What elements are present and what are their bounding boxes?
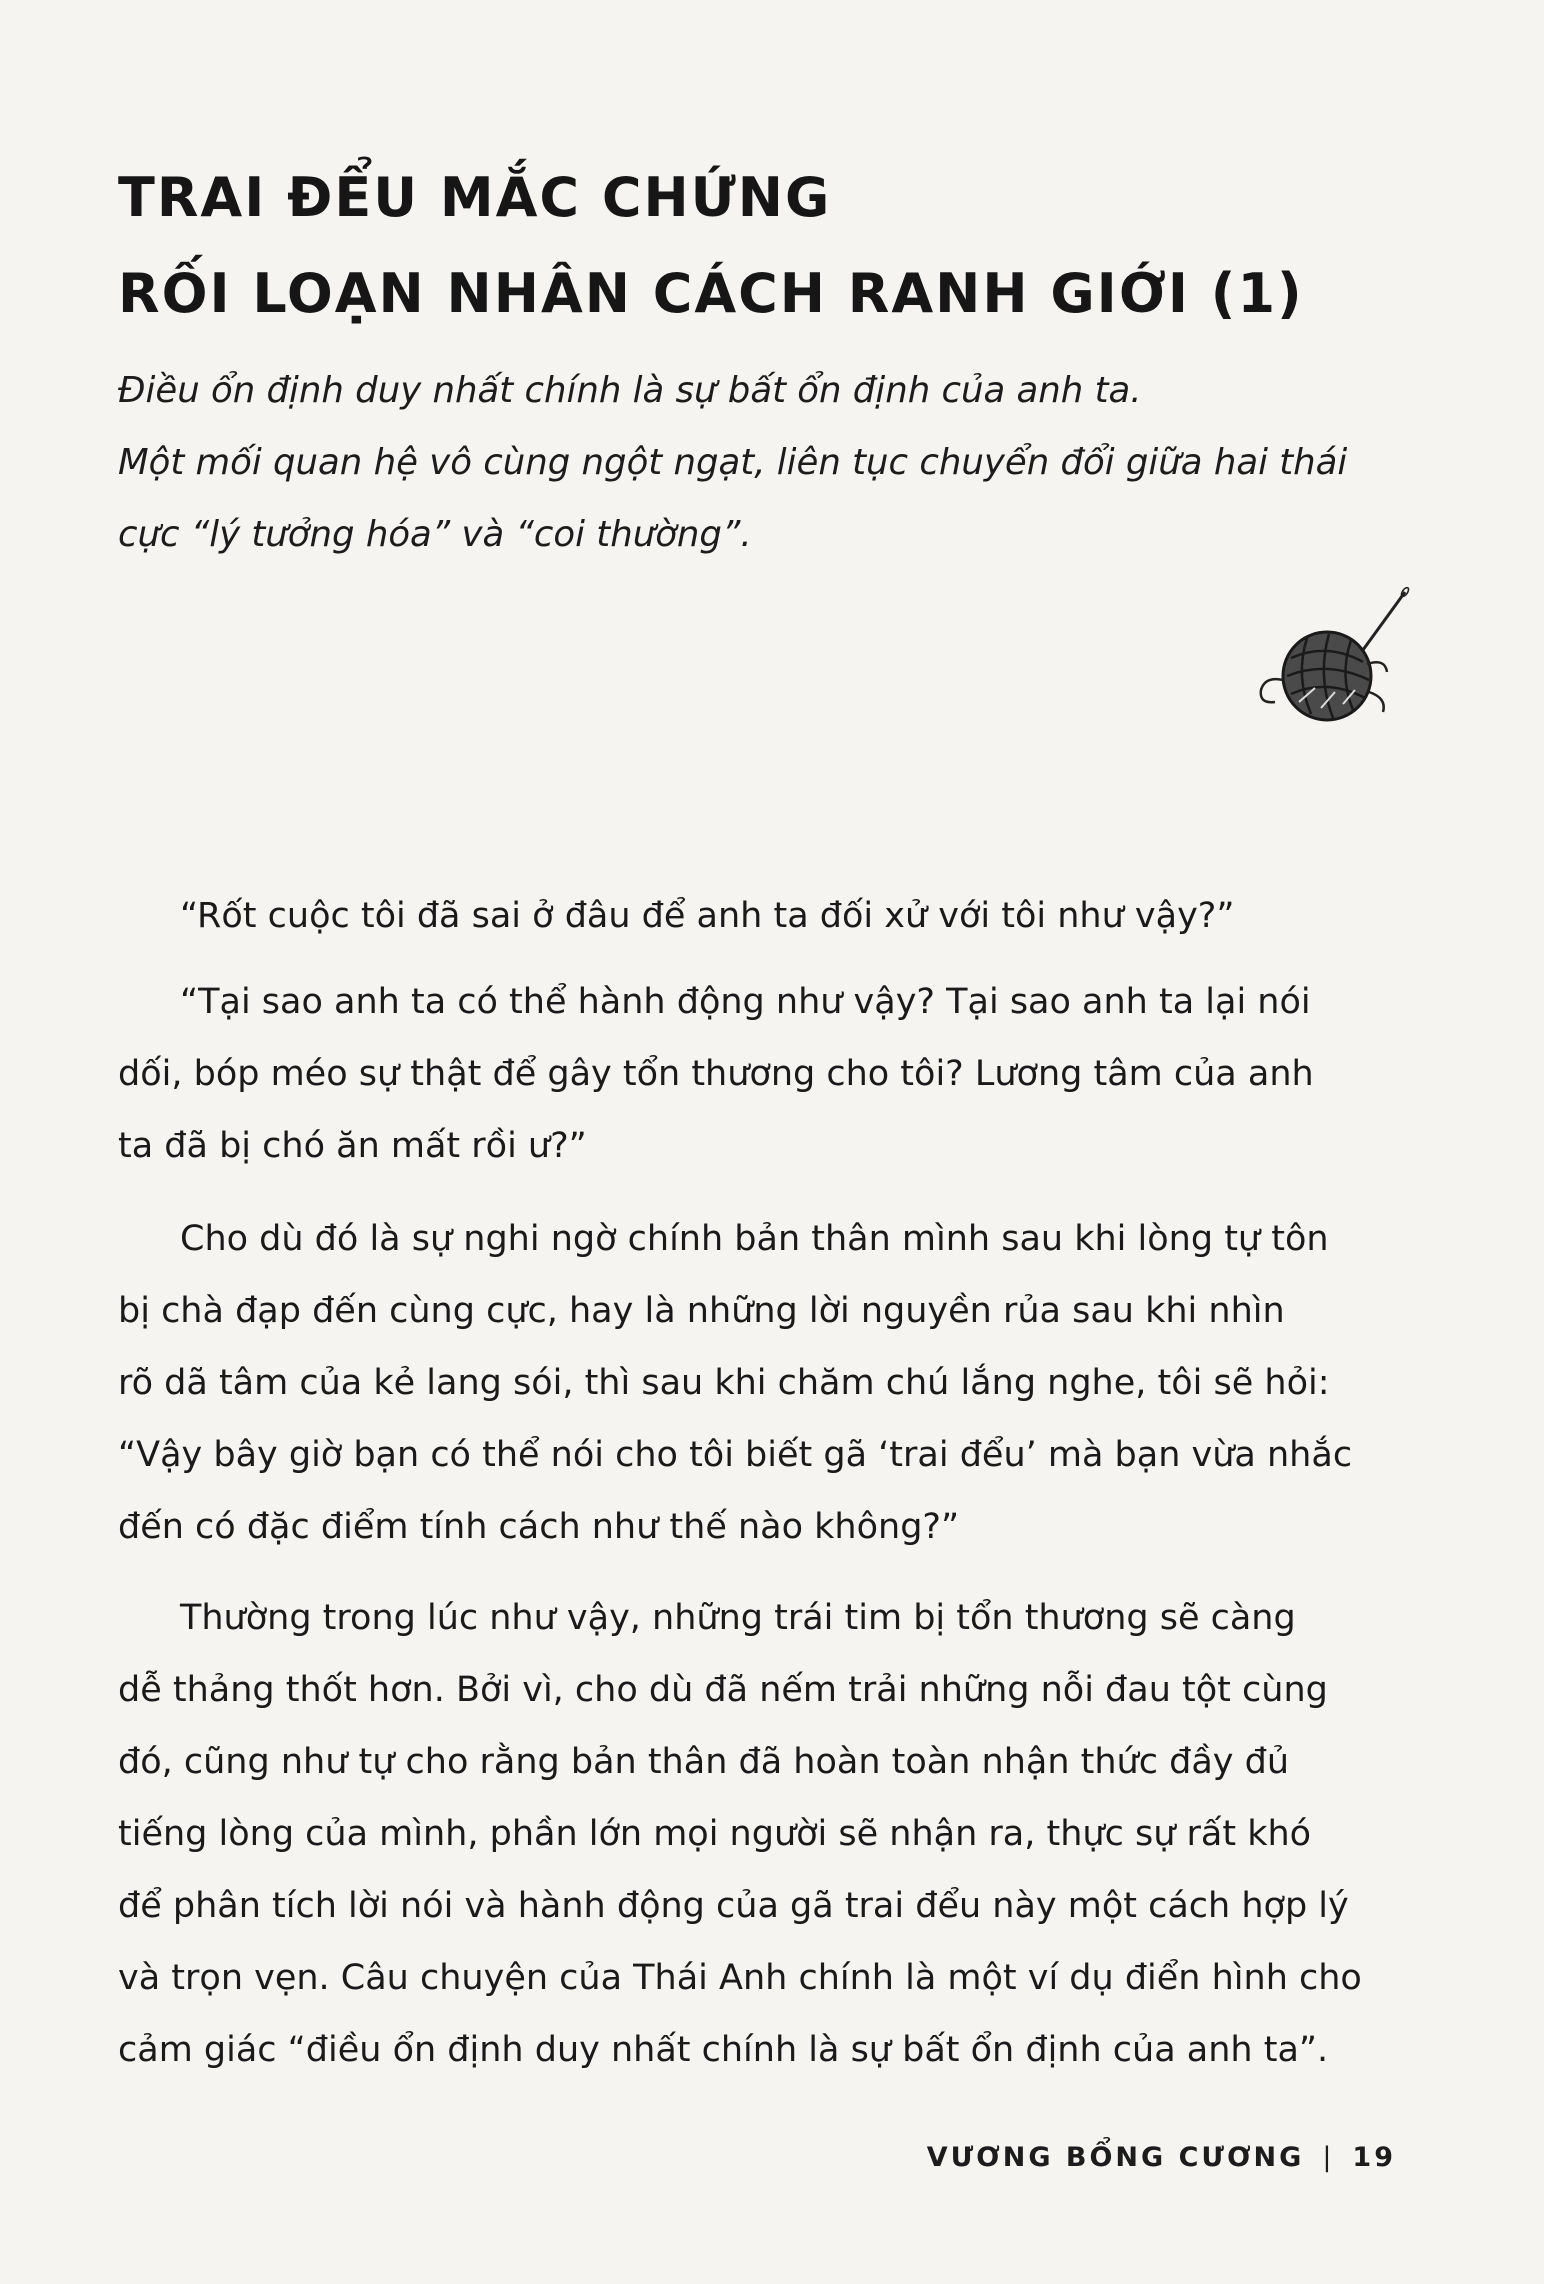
paragraph (118, 1203, 1418, 1563)
paragraph-line: tiếng lòng của mình, phần lớn mọi người sẽ nhận ra, thực sự rất khó (118, 1814, 1312, 1854)
chapter-title-line: RỐI LOẠN NHÂN CÁCH RANH GIỚI (1) (118, 262, 1304, 325)
paragraph-line: “Rốt cuộc tôi đã sai ở đâu để anh ta đối xử với tôi như vậy?” (180, 896, 1235, 936)
paragraph-line: cảm giác “điều ổn định duy nhất chính là sự bất ổn định của anh ta”. (118, 2030, 1329, 2070)
paragraph-line: bị chà đạp đến cùng cực, hay là những lời nguyền rủa sau khi nhìn (118, 1291, 1285, 1331)
paragraph-line: và trọn vẹn. Câu chuyện của Thái Anh chính là một ví dụ điển hình cho (118, 1958, 1362, 1998)
paragraph-line: dễ thảng thốt hơn. Bởi vì, cho dù đã nếm trải những nỗi đau tột cùng (118, 1670, 1328, 1710)
paragraph (118, 1582, 1418, 2086)
paragraph-line: đến có đặc điểm tính cách như thế nào không?” (118, 1507, 960, 1547)
epigraph-line: Điều ổn định duy nhất chính là sự bất ổn định của anh ta. (118, 370, 1142, 411)
chapter-title-line: TRAI ĐỂU MẮC CHỨNG (118, 166, 832, 229)
paragraph-line: dối, bóp méo sự thật để gây tổn thương cho tôi? Lương tâm của anh (118, 1054, 1314, 1094)
page-footer (927, 2142, 1396, 2173)
footer-separator: | (1322, 2142, 1335, 2173)
epigraph-line: Một mối quan hệ vô cùng ngột ngạt, liên tục chuyển đổi giữa hai thái (118, 442, 1348, 483)
epigraph-line: cực “lý tưởng hóa” và “coi thường”. (118, 514, 752, 555)
paragraph-line: ta đã bị chó ăn mất rồi ư?” (118, 1126, 587, 1166)
paragraph-line: Cho dù đó là sự nghi ngờ chính bản thân mình sau khi lòng tự tôn (180, 1219, 1329, 1259)
paragraph-line: “Tại sao anh ta có thể hành động như vậy? Tại sao anh ta lại nói (180, 982, 1311, 1022)
page-number: 19 (1352, 2142, 1396, 2173)
paragraph (118, 880, 1418, 952)
chapter-title (118, 150, 1418, 342)
paragraph-line: Thường trong lúc như vậy, những trái tim bị tổn thương sẽ càng (180, 1598, 1296, 1638)
yarn-ball-with-needle-icon (1255, 580, 1415, 740)
paragraph-line: để phân tích lời nói và hành động của gã trai đểu này một cách hợp lý (118, 1886, 1349, 1926)
paragraph (118, 966, 1418, 1182)
paragraph-line: đó, cũng như tự cho rằng bản thân đã hoàn toàn nhận thức đầy đủ (118, 1742, 1290, 1782)
paragraph-line: rõ dã tâm của kẻ lang sói, thì sau khi chăm chú lắng nghe, tôi sẽ hỏi: (118, 1363, 1330, 1403)
running-author: VƯƠNG BỔNG CƯƠNG (926, 2142, 1305, 2173)
chapter-epigraph (118, 355, 1438, 571)
paragraph-line: “Vậy bây giờ bạn có thể nói cho tôi biết gã ‘trai đểu’ mà bạn vừa nhắc (118, 1435, 1353, 1475)
